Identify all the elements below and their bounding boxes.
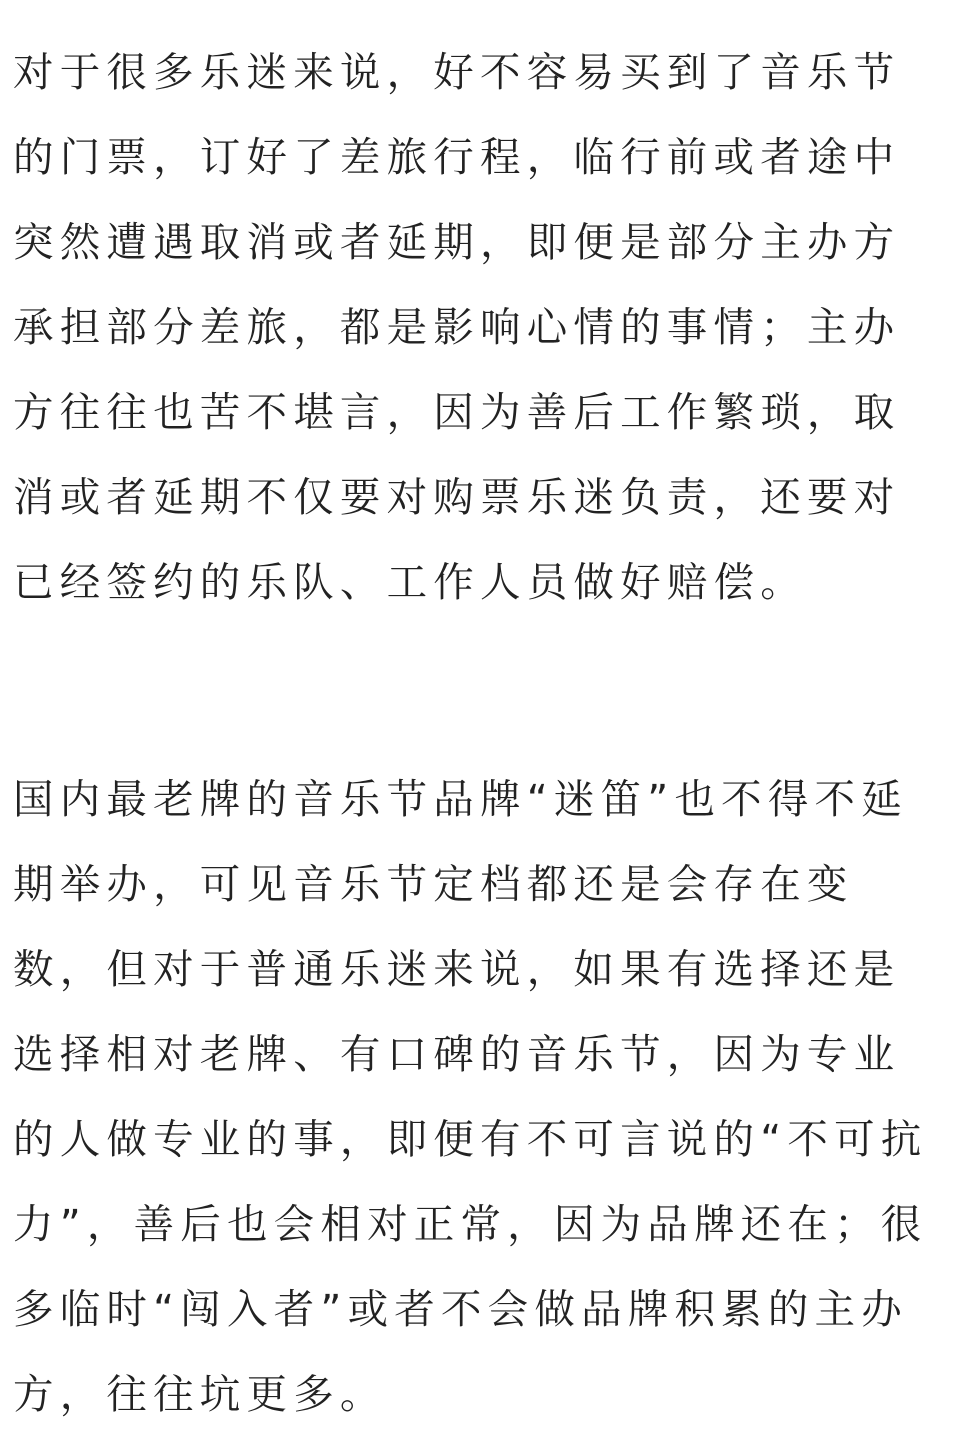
paragraph-2 [13, 757, 949, 1437]
text-line: 期举办，可见音乐节定档都还是会存在变 [13, 860, 854, 908]
text-line: 国内最老牌的音乐节品牌“迷笛”也不得不延 [13, 775, 908, 823]
text-line: 突然遭遇取消或者延期，即便是部分主办方 [13, 218, 901, 266]
article-body [13, 30, 949, 1437]
text-line: 的门票，订好了差旅行程，临行前或者途中 [13, 133, 901, 181]
text-line: 方往往也苦不堪言，因为善后工作繁琐，取 [13, 388, 901, 436]
text-line: 消或者延期不仅要对购票乐迷负责，还要对 [13, 473, 901, 521]
paragraph-1 [13, 30, 949, 625]
text-line: 力”，善后也会相对正常，因为品牌还在；很 [13, 1200, 928, 1248]
text-line: 已经签约的乐队、工作人员做好赔偿。 [13, 558, 807, 606]
text-line: 多临时“闯入者”或者不会做品牌积累的主办 [13, 1285, 908, 1333]
text-line: 数，但对于普通乐迷来说，如果有选择还是 [13, 945, 901, 993]
paragraph-spacer [13, 625, 949, 757]
text-line: 对于很多乐迷来说，好不容易买到了音乐节 [13, 48, 901, 96]
text-line: 选择相对老牌、有口碑的音乐节，因为专业 [13, 1030, 901, 1078]
text-line: 的人做专业的事，即便有不可言说的“不可抗 [13, 1115, 928, 1163]
text-line: 方，往往坑更多。 [13, 1370, 387, 1418]
text-line: 承担部分差旅，都是影响心情的事情；主办 [13, 303, 901, 351]
